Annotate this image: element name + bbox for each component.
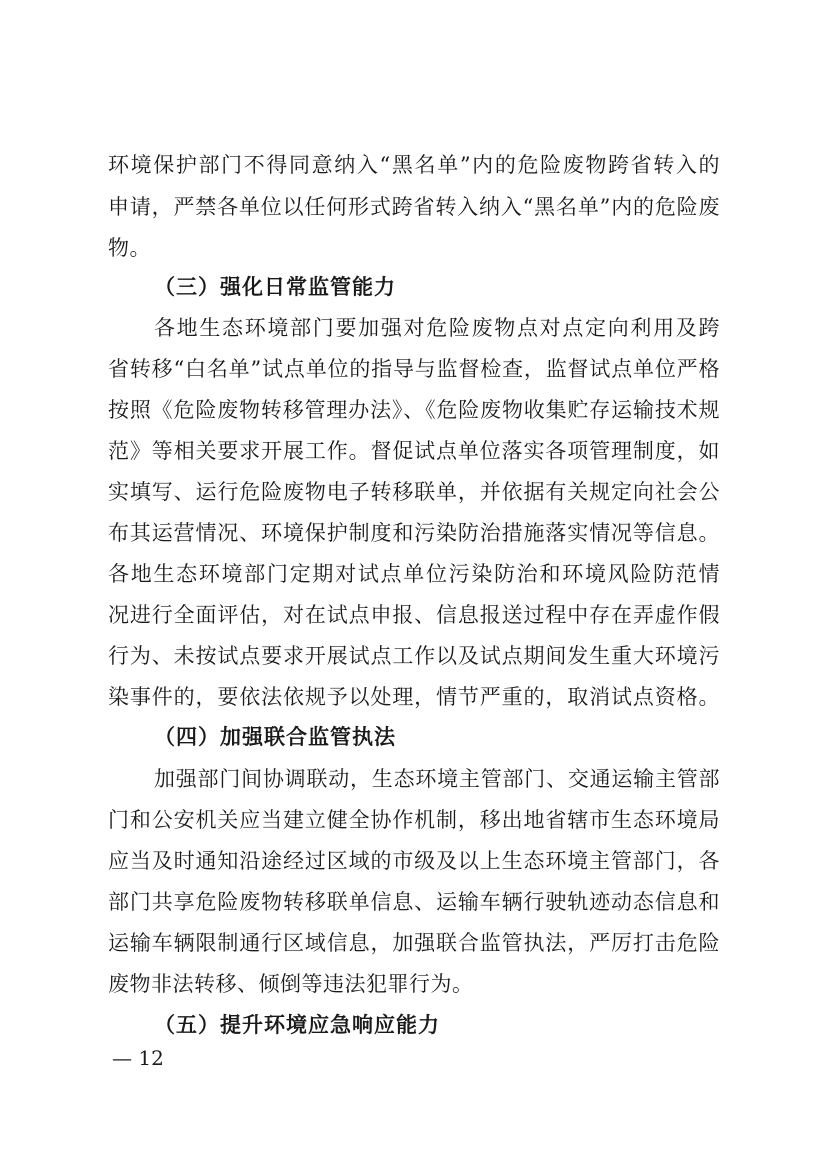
body-line: 省转移“白名单”试点单位的指导与监督检查，监督试点单位严格 bbox=[108, 357, 720, 381]
body-line: 行为、未按试点要求开展试点工作以及试点期间发生重大环境污 bbox=[108, 644, 720, 668]
body-line: 各地生态环境部门定期对试点单位污染防治和环境风险防范情 bbox=[108, 562, 720, 586]
section-heading-3: （三）强化日常监管能力 bbox=[154, 275, 396, 299]
body-line: 况进行全面评估，对在试点申报、信息报送过程中存在弄虚作假 bbox=[108, 603, 720, 627]
section-heading-4: （四）加强联合监管执法 bbox=[154, 725, 396, 749]
body-line: 实填写、运行危险废物电子转移联单，并依据有关规定向社会公 bbox=[108, 480, 720, 504]
body-line: 门和公安机关应当建立健全协作机制，移出地省辖市生态环境局 bbox=[108, 808, 720, 832]
body-line: 各地生态环境部门要加强对危险废物点对点定向利用及跨 bbox=[154, 316, 720, 340]
body-line: 环境保护部门不得同意纳入“黑名单”内的危险废物跨省转入的 bbox=[108, 153, 720, 177]
body-line: 加强部门间协调联动，生态环境主管部门、交通运输主管部 bbox=[154, 767, 720, 791]
body-line: 运输车辆限制通行区域信息，加强联合监管执法，严厉打击危险 bbox=[108, 931, 720, 955]
body-line: 部门共享危险废物转移联单信息、运输车辆行驶轨迹动态信息和 bbox=[108, 890, 720, 914]
body-line: 范》等相关要求开展工作。督促试点单位落实各项管理制度，如 bbox=[108, 439, 720, 463]
body-line: 废物非法转移、倾倒等违法犯罪行为。 bbox=[108, 972, 474, 996]
body-line: 染事件的，要依法依规予以处理，情节严重的，取消试点资格。 bbox=[108, 685, 720, 709]
body-line: 按照《危险废物转移管理办法》、《危险废物收集贮存运输技术规 bbox=[108, 398, 720, 422]
body-line: 物。 bbox=[108, 236, 151, 260]
page-number: — 12 bbox=[112, 1046, 164, 1070]
body-line: 布其运营情况、环境保护制度和污染防治措施落实情况等信息。 bbox=[108, 521, 720, 545]
section-heading-5: （五）提升环境应急响应能力 bbox=[154, 1013, 440, 1037]
body-line: 申请，严禁各单位以任何形式跨省转入纳入“黑名单”内的危险废 bbox=[108, 195, 720, 219]
body-line: 应当及时通知沿途经过区域的市级及以上生态环境主管部门，各 bbox=[108, 849, 720, 873]
